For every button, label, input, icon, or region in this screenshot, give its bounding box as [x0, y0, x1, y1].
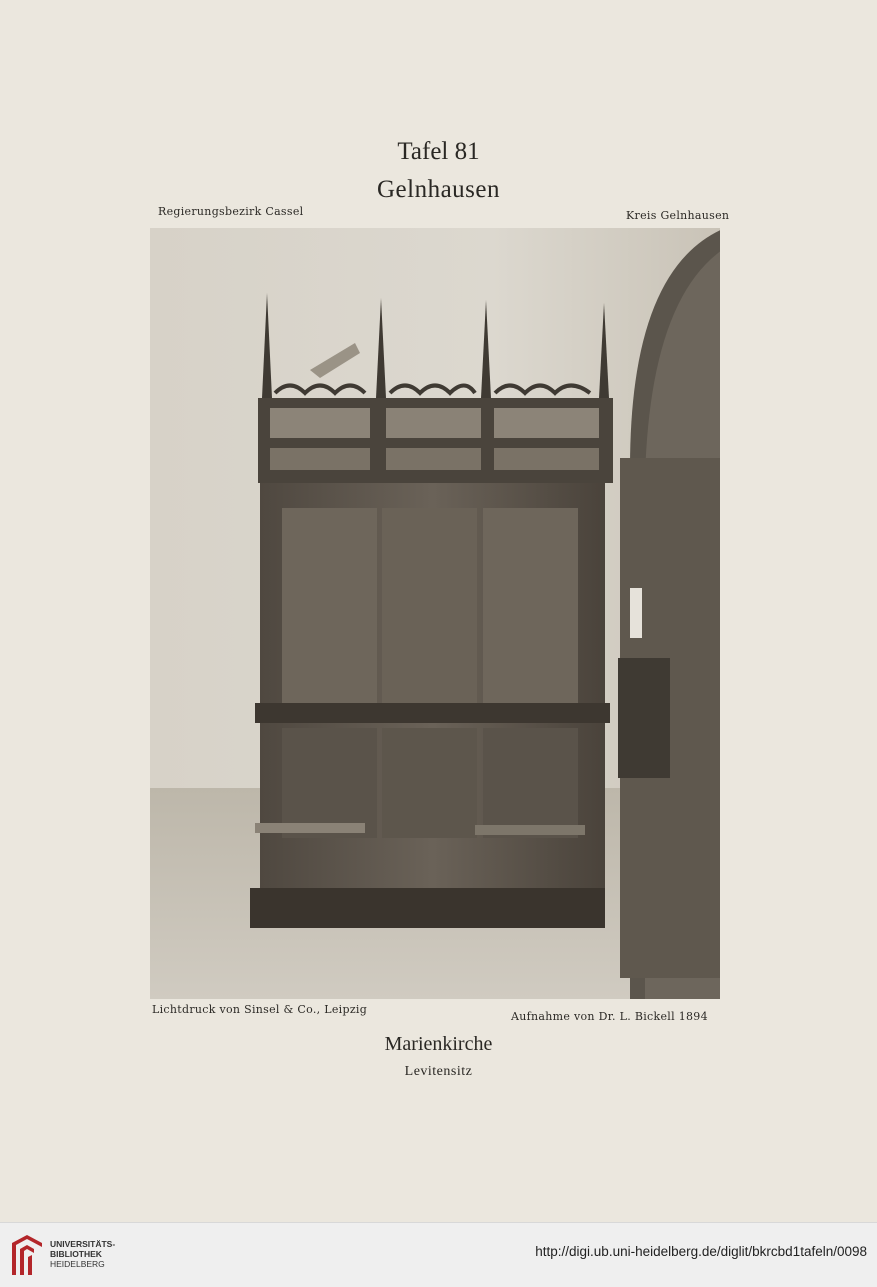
- object-name: Levitensitz: [404, 1064, 473, 1079]
- district-label: Kreis Gelnhausen: [626, 209, 730, 222]
- library-logo-text[interactable]: [50, 1239, 115, 1269]
- place-title: Gelnhausen: [376, 176, 501, 203]
- logo-line-2: BIBLIOTHEK: [50, 1249, 102, 1259]
- plate-number: Tafel 81: [397, 138, 480, 165]
- logo-line-3: HEIDELBERG: [50, 1259, 105, 1269]
- church-name: Marienkirche: [384, 1033, 493, 1055]
- library-logo-icon[interactable]: [10, 1233, 44, 1277]
- viewer-footer: [0, 1222, 877, 1287]
- photograph-illustration: [150, 228, 720, 999]
- choir-stall-photograph: [150, 228, 720, 999]
- print-credit: Lichtdruck von Sinsel & Co., Leipzig: [152, 1003, 368, 1016]
- permalink-url[interactable]: http://digi.ub.uni-heidelberg.de/diglit/bkrcbd1tafeln/0098: [535, 1244, 867, 1259]
- logo-line-1: UNIVERSITÄTS-: [50, 1239, 116, 1249]
- photo-credit: Aufnahme von Dr. L. Bickell 1894: [511, 1010, 708, 1023]
- region-label: Regierungsbezirk Cassel: [158, 205, 304, 218]
